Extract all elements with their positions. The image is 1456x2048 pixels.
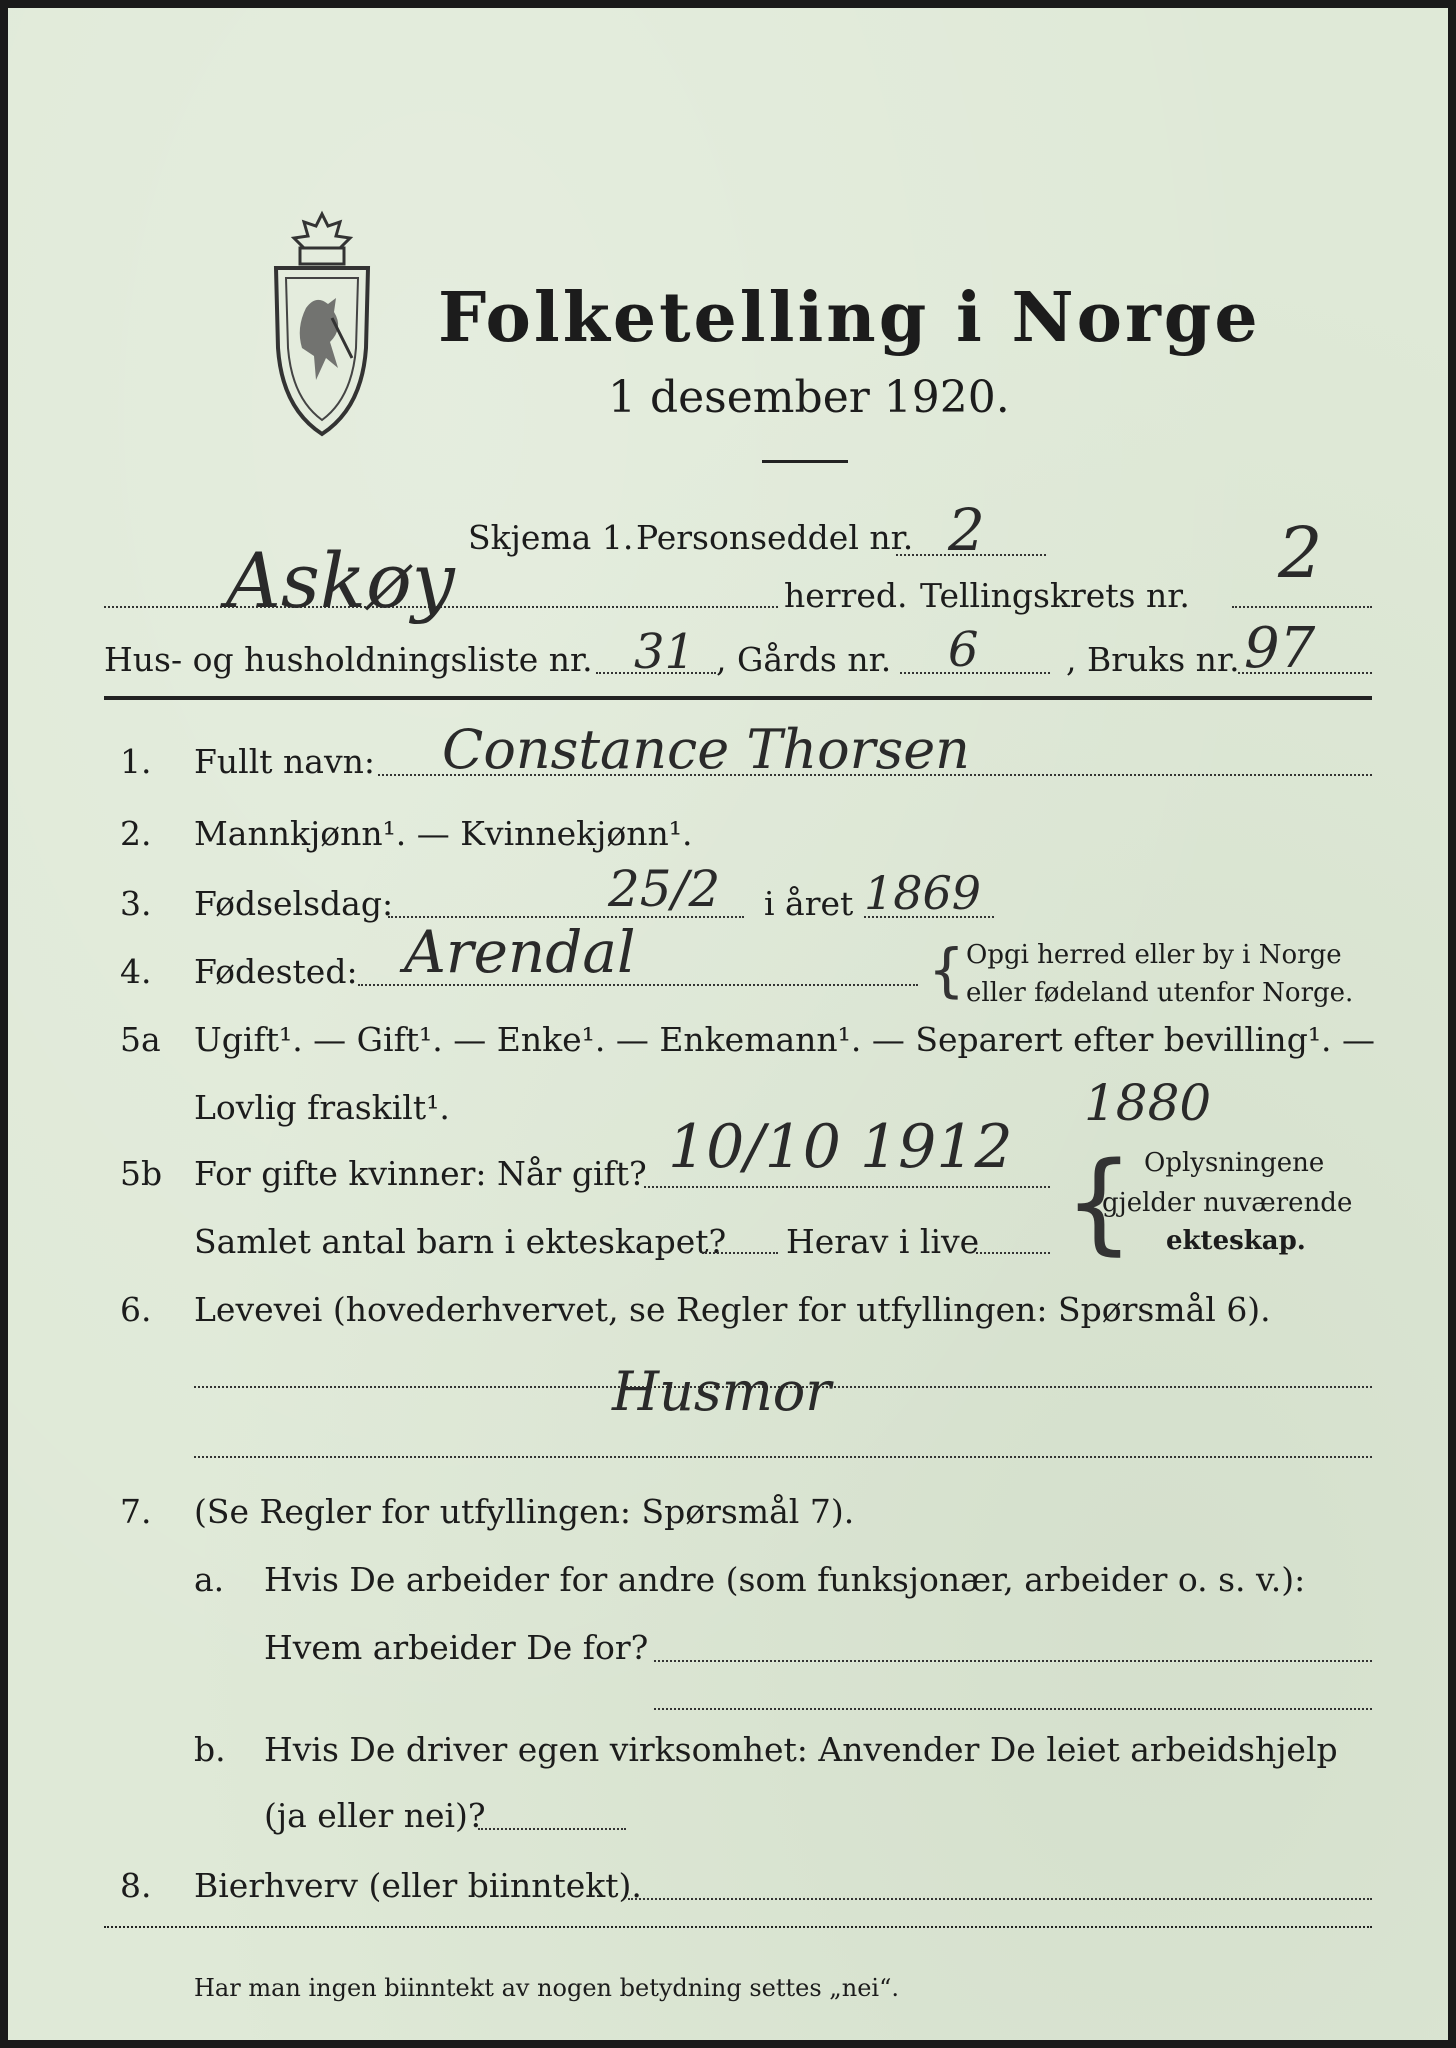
personseddel-label: Personseddel nr. [636,518,914,557]
title-divider [762,460,848,463]
q3-year-label: i året [764,884,854,923]
q5b-note-line3: ekteskap. [1166,1226,1306,1256]
hus-label: Hus- og husholdningsliste nr. [104,640,593,679]
gards-value: 6 [948,622,979,678]
census-form [8,8,1448,2040]
gards-label: , Gårds nr. [716,640,892,679]
q3-day-value: 25/2 [608,860,721,918]
q4-label: Fødested: [194,952,358,991]
q7-number: 7. [120,1492,152,1531]
q5a-number: 5a [120,1020,161,1059]
schema-label: Skjema 1. [468,518,634,557]
form-title: Folketelling i Norge [438,278,1261,358]
q8-label: Bierhverv (eller biinntekt). [194,1866,642,1905]
herred-label: herred. [784,576,908,615]
q7b-line [478,1828,626,1830]
q5b-note-line1: Oplysningene [1144,1148,1325,1178]
census-date: 1 desember 1920. [608,372,1010,423]
q1-number: 1. [120,742,152,781]
q7b-label: Hvis De driver egen virksomhet: Anvender De leiet arbeidshjelp [264,1730,1338,1769]
q5b-note-line2: gjelder nuværende [1102,1188,1353,1218]
q5b-alive-label: Herav i live [786,1222,980,1261]
q5b-children-label: Samlet antal barn i ekteskapet? [194,1222,727,1261]
q2-label: Mannkjønn¹. — Kvinnekjønn¹. [194,814,693,853]
q5b-number: 5b [120,1154,163,1193]
q7a-sub-label: Hvem arbeider De for? [264,1628,649,1667]
q5b-children-line [702,1252,778,1254]
q8-line [628,1898,1372,1900]
q4-note-brace: { [928,936,965,1004]
q7a-line-2 [654,1708,1372,1710]
header-divider [104,696,1372,700]
q1-value: Constance Thorsen [442,718,970,781]
q5a-margin-value: 1880 [1084,1074,1212,1132]
q7a-number: a. [194,1560,225,1599]
q7a-label: Hvis De arbeider for andre (som funksjonær, arbeider o. s. v.): [264,1560,1306,1599]
coat-of-arms-icon [266,208,378,438]
q3-label: Fødselsdag: [194,884,394,923]
q6-number: 6. [120,1290,152,1329]
personseddel-value: 2 [948,496,985,564]
q4-value: Arendal [404,918,636,986]
q5b-alive-line [976,1252,1050,1254]
q5a-label-line2: Lovlig fraskilt¹. [194,1088,450,1127]
footer-divider [104,1926,1372,1928]
q2-number: 2. [120,814,152,853]
q6-value: Husmor [612,1360,832,1423]
q5b-married-label: For gifte kvinner: Når gift? [194,1154,647,1193]
q3-number: 3. [120,884,152,923]
q7a-line-1 [654,1660,1372,1662]
bruks-label: , Bruks nr. [1066,640,1240,679]
herred-value: Askøy [226,536,455,625]
tellingskrets-label: Tellingskrets nr. [920,576,1190,615]
q7b-sub-label: (ja eller nei)? [264,1796,486,1835]
q8-number: 8. [120,1866,152,1905]
q1-label: Fullt navn: [194,742,375,781]
bruks-value: 97 [1244,616,1316,681]
q6-line-2 [194,1456,1372,1458]
q7-label: (Se Regler for utfyllingen: Spørsmål 7). [194,1492,855,1531]
q4-note-line1: Opgi herred eller by i Norge [966,940,1342,970]
q7b-number: b. [194,1730,226,1769]
tellingskrets-value: 2 [1278,512,1323,594]
q5b-married-value: 10/10 1912 [668,1112,1013,1182]
tellingskrets-line [1232,606,1372,608]
q4-number: 4. [120,952,152,991]
q5b-note-brace: { [1064,1138,1134,1266]
q3-year-value: 1869 [864,866,982,920]
hus-value: 31 [634,624,696,680]
footer-note: Har man ingen biinntekt av nogen betydning settes „nei“. [194,1974,899,2002]
q6-label: Levevei (hovederhvervet, se Regler for utfyllingen: Spørsmål 6). [194,1290,1271,1329]
q4-note-line2: eller fødeland utenfor Norge. [966,978,1354,1008]
q5a-label-line1: Ugift¹. — Gift¹. — Enke¹. — Enkemann¹. — Separert efter bevilling¹. — [194,1020,1376,1059]
q5b-married-line [644,1186,1050,1188]
